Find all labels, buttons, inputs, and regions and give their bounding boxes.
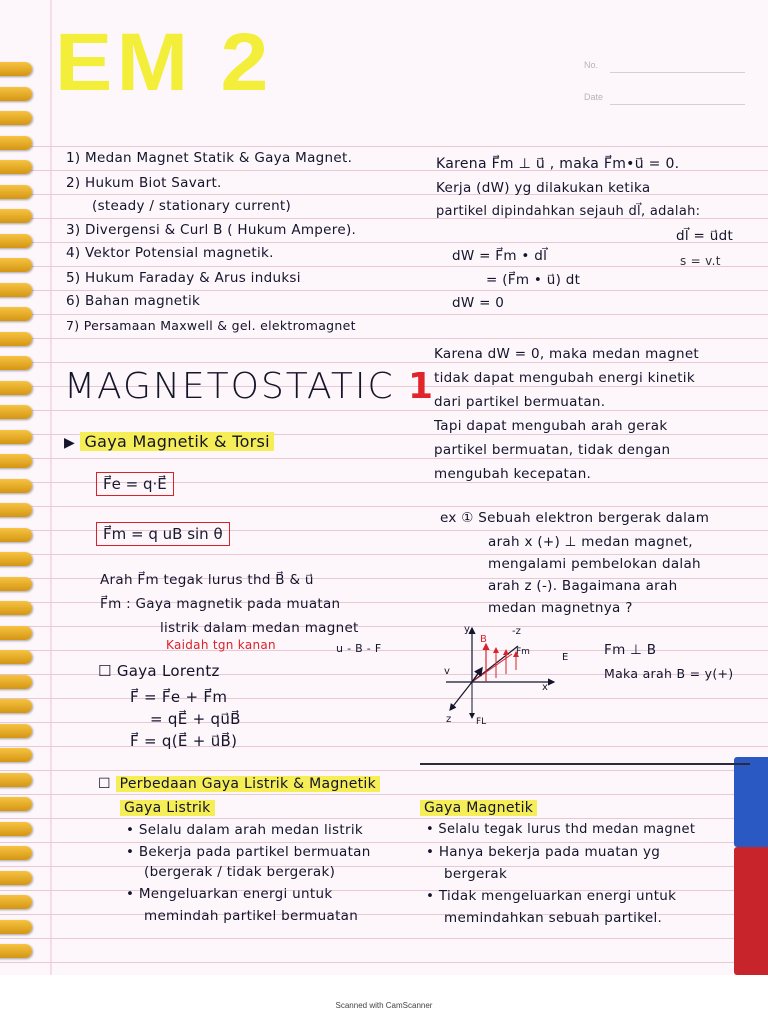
spiral-ring (0, 332, 32, 346)
ruled-line (0, 194, 768, 195)
spiral-ring (0, 846, 32, 860)
spiral-ring (0, 626, 32, 640)
magnetik-line: bergerak (444, 866, 508, 882)
spiral-ring (0, 871, 32, 885)
section-title (64, 366, 435, 407)
note-line: Tapi dapat mengubah arah gerak (434, 418, 668, 434)
spiral-ring (0, 797, 32, 811)
spiral-ring (0, 577, 32, 591)
topic-item: 3) Divergensi & Curl B ( Hukum Ampere). (66, 222, 357, 238)
ruled-line (0, 242, 768, 243)
z-axis (450, 682, 472, 710)
ruled-line (0, 506, 768, 507)
spiral-ring (0, 234, 32, 248)
magnetik-line: • Tidak mengeluarkan energi untuk (426, 888, 677, 904)
listrik-line: • Bekerja pada partikel bermuatan (126, 844, 371, 860)
spiral-ring (0, 503, 32, 517)
ruled-line (0, 770, 768, 771)
label-v: v (444, 666, 450, 677)
label-fm: Fm (516, 647, 530, 657)
topic-item: 7) Persamaan Maxwell & gel. elektromagnet (66, 318, 356, 333)
note-line: Karena dW = 0, maka medan magnet (434, 346, 700, 362)
section-title-number: 1 (408, 366, 436, 407)
ruled-line (0, 146, 768, 147)
spiral-ring (0, 160, 32, 174)
answer-line: Maka arah B = y(+) (604, 666, 734, 681)
lorentz-heading-text: Gaya Lorentz (116, 662, 220, 680)
listrik-line: • Selalu dalam arah medan listrik (126, 822, 363, 838)
topic-item: (steady / stationary current) (92, 198, 292, 214)
gaya-heading-text: Gaya Magnetik & Torsi (80, 432, 273, 451)
topic-item: 6) Bahan magnetik (66, 293, 201, 309)
magnetic-force-formula: F⃗m = q uB sin θ (96, 522, 230, 546)
example-line: arah z (-). Bagaimana arah (488, 578, 678, 594)
spiral-ring (0, 748, 32, 762)
no-line (610, 72, 745, 73)
spiral-ring (0, 356, 32, 370)
note-line: Kerja (dW) yg dilakukan ketika (436, 180, 651, 196)
ruled-line (0, 338, 768, 339)
example-line: arah x (+) ⊥ medan magnet, (488, 534, 693, 550)
label-y: y (464, 624, 470, 635)
ruled-line (0, 746, 768, 747)
spiral-ring (0, 724, 32, 738)
force-diagram (436, 620, 596, 730)
spiral-ring (0, 479, 32, 493)
note-line: dl⃗ = u⃗dt (676, 228, 734, 244)
spiral-ring (0, 87, 32, 101)
spiral-ring (0, 454, 32, 468)
kaidah-red: Kaidah tgn kanan (166, 638, 276, 652)
topic-item: 5) Hukum Faraday & Arus induksi (66, 270, 301, 286)
spiral-ring (0, 822, 32, 836)
spiral-ring (0, 62, 32, 76)
spiral-ring (0, 601, 32, 615)
example-line: mengalami pembelokan dalah (488, 556, 701, 572)
spiral-ring (0, 528, 32, 542)
ruled-line (0, 842, 768, 843)
ruled-line (0, 458, 768, 459)
spiral-ring (0, 675, 32, 689)
topic-item: 2) Hukum Biot Savart. (66, 175, 222, 191)
spiral-ring (0, 944, 32, 958)
ruled-line (0, 554, 768, 555)
section-divider (420, 763, 750, 765)
note-line: mengubah kecepatan. (434, 466, 592, 482)
perbedaan-heading-text: Perbedaan Gaya Listrik & Magnetik (116, 776, 380, 792)
magnetik-line: memindahkan sebuah partikel. (444, 910, 663, 926)
example-line: medan magnetnya ? (488, 600, 633, 616)
checkbox-icon: ☐ (98, 776, 111, 792)
scanner-footer: Scanned with CamScanner (335, 1001, 433, 1010)
spiral-ring (0, 552, 32, 566)
listrik-title (120, 800, 215, 816)
arah-line: listrik dalam medan magnet (160, 620, 359, 636)
spiral-ring (0, 136, 32, 150)
ruled-line (0, 266, 768, 267)
spiral-ring (0, 185, 32, 199)
label-fl: FL (476, 717, 487, 727)
spiral-ring (0, 405, 32, 419)
ruled-line (0, 698, 768, 699)
checkbox-icon: ☐ (98, 662, 112, 680)
spiral-ring (0, 283, 32, 297)
magnetik-line: • Hanya bekerja pada muatan yg (426, 844, 661, 860)
spiral-ring (0, 381, 32, 395)
page-title: EM 2 (54, 17, 273, 108)
spiral-ring (0, 920, 32, 934)
spiral-ring (0, 699, 32, 713)
arah-line: F⃗m : Gaya magnetik pada muatan (100, 596, 341, 612)
listrik-line: (bergerak / tidak bergerak) (144, 864, 336, 880)
perbedaan-heading (98, 776, 380, 792)
ruled-line (0, 866, 768, 867)
listrik-line: memindah partikel bermuatan (144, 908, 359, 924)
ruled-line (0, 938, 768, 939)
spiral-ring (0, 430, 32, 444)
electric-force-formula: F⃗e = q·E⃗ (96, 472, 174, 496)
note-line: = (F⃗m • u⃗) dt (486, 272, 581, 288)
example-line: ex ① Sebuah elektron bergerak dalam (440, 510, 710, 526)
ruled-line (0, 314, 768, 315)
red-tab (734, 847, 768, 975)
lorentz-line: F⃗ = q(E⃗ + u⃗B⃗) (130, 732, 238, 750)
topic-item: 4) Vektor Potensial magnetik. (66, 245, 274, 261)
ruled-line (0, 290, 768, 291)
spiral-ring (0, 209, 32, 223)
note-line: dW = 0 (452, 295, 505, 311)
no-label: No. (584, 60, 599, 70)
ruled-line (0, 722, 768, 723)
spiral-ring (0, 111, 32, 125)
magnetik-title-text: Gaya Magnetik (420, 800, 537, 816)
spiral-ring (0, 895, 32, 909)
lorentz-line: = qE⃗ + qu⃗B⃗ (150, 710, 241, 728)
section-title-text: MAGNETOSTATIC (64, 366, 395, 407)
ruled-line (0, 962, 768, 963)
note-line: partikel bermuatan, tidak dengan (434, 442, 671, 458)
listrik-line: • Mengeluarkan energi untuk (126, 886, 333, 902)
date-label: Date (584, 92, 604, 102)
listrik-title-text: Gaya Listrik (120, 800, 215, 816)
label-z: z (446, 714, 452, 725)
lorentz-line: F⃗ = F⃗e + F⃗m (130, 688, 228, 706)
kaidah-black: u - B - F (336, 642, 382, 655)
note-line: dari partikel bermuatan. (434, 394, 606, 410)
spiral-ring (0, 258, 32, 272)
note-line: partikel dipindahkan sejauh dl⃗, adalah: (436, 204, 701, 219)
triangle-bullet-icon: ▶ (64, 435, 76, 451)
note-line: s = v.t (680, 254, 721, 268)
label-minus-z: -z (512, 626, 521, 637)
lorentz-heading (98, 662, 220, 680)
ruled-line (0, 818, 768, 819)
ruled-line (0, 794, 768, 795)
magnetik-title (420, 800, 537, 816)
note-line: dW = F⃗m • dl⃗ (452, 248, 548, 264)
spiral-ring (0, 307, 32, 321)
label-e: E (562, 652, 569, 663)
ruled-line (0, 410, 768, 411)
ruled-line (0, 626, 768, 627)
label-b: B (480, 634, 487, 645)
magnetik-line: • Selalu tegak lurus thd medan magnet (426, 822, 696, 837)
gaya-heading (64, 432, 274, 451)
answer-line: Fm ⊥ B (604, 642, 657, 658)
arah-line: Arah F⃗m tegak lurus thd B⃗ & u⃗ (100, 572, 314, 588)
topic-item: 1) Medan Magnet Statik & Gaya Magnet. (66, 150, 353, 166)
spiral-ring (0, 773, 32, 787)
ruled-line (0, 362, 768, 363)
label-x: x (542, 682, 548, 693)
date-line (610, 104, 745, 105)
margin-line (50, 0, 52, 975)
note-line: tidak dapat mengubah energi kinetik (434, 370, 695, 386)
note-line: Karena F⃗m ⊥ u⃗ , maka F⃗m•u⃗ = 0. (436, 156, 680, 172)
blue-tab (734, 757, 768, 847)
spiral-ring (0, 650, 32, 664)
